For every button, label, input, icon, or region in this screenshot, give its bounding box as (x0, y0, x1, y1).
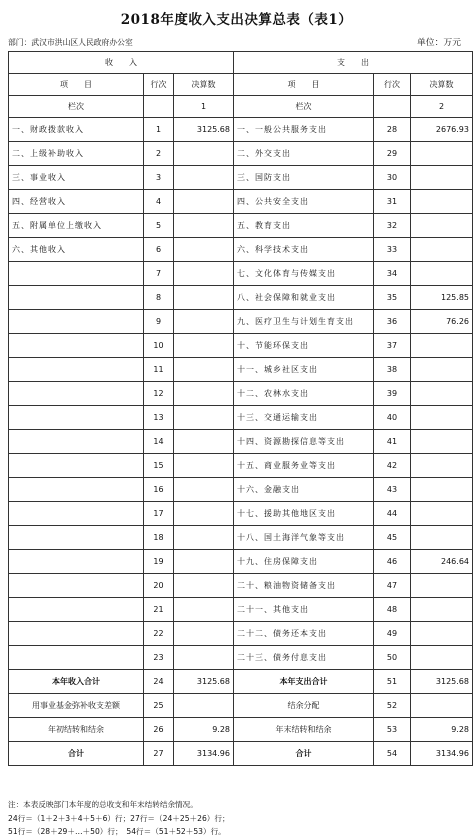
income-item-cell (9, 454, 144, 478)
income-line-header: 行次 (144, 74, 174, 96)
table-row (9, 526, 473, 550)
expense-amount-cell (411, 142, 473, 166)
income-line-cell: 19 (144, 550, 174, 574)
income-item-cell (9, 502, 144, 526)
header-row-column-numbers (9, 96, 473, 118)
income-item-cell: 五、附属单位上缴收入 (9, 214, 144, 238)
income-item-cell (9, 574, 144, 598)
income-line-cell: 4 (144, 190, 174, 214)
expense-amount-cell (411, 622, 473, 646)
income-item-cell (9, 334, 144, 358)
income-amount-cell (174, 478, 234, 502)
expense-line-cell: 54 (374, 742, 411, 766)
expense-item-cell: 十六、金融支出 (234, 478, 374, 502)
expense-item-cell: 二十二、债务还本支出 (234, 622, 374, 646)
income-line-cell: 13 (144, 406, 174, 430)
expense-item-cell: 十七、援助其他地区支出 (234, 502, 374, 526)
expense-line-cell: 38 (374, 358, 411, 382)
income-amount-cell (174, 190, 234, 214)
table-row (9, 478, 473, 502)
income-line-cell: 12 (144, 382, 174, 406)
expense-item-cell: 十九、住房保障支出 (234, 550, 374, 574)
income-amount-cell (174, 142, 234, 166)
income-item-cell (9, 526, 144, 550)
expense-summary-label: 年末结转和结余 (234, 718, 374, 742)
income-item-cell: 六、其他收入 (9, 238, 144, 262)
expense-line-cell: 29 (374, 142, 411, 166)
income-amount-cell (174, 358, 234, 382)
budget-table-body (9, 52, 473, 766)
income-item-cell: 三、事业收入 (9, 166, 144, 190)
expense-amount-cell (411, 190, 473, 214)
expense-item-cell: 九、医疗卫生与计划生育支出 (234, 310, 374, 334)
expense-column-number: 2 (411, 96, 473, 118)
income-item-cell: 一、财政拨款收入 (9, 118, 144, 142)
income-item-cell (9, 646, 144, 670)
income-line-cell: 15 (144, 454, 174, 478)
expense-line-cell: 28 (374, 118, 411, 142)
table-row (9, 334, 473, 358)
income-column-number: 1 (174, 96, 234, 118)
expense-line-cell: 30 (374, 166, 411, 190)
income-line-cell: 8 (144, 286, 174, 310)
table-row (9, 118, 473, 142)
income-section-header: 收 入 (9, 52, 234, 74)
income-amount-cell (174, 694, 234, 718)
table-row (9, 502, 473, 526)
income-line-cell: 18 (144, 526, 174, 550)
income-summary-label: 用事业基金弥补收支差额 (9, 694, 144, 718)
expense-amount-cell (411, 454, 473, 478)
table-row (9, 598, 473, 622)
income-amount-cell (174, 286, 234, 310)
expense-item-cell: 八、社会保障和就业支出 (234, 286, 374, 310)
income-amount-cell: 9.28 (174, 718, 234, 742)
expense-item-cell: 六、科学技术支出 (234, 238, 374, 262)
header-row-sections (9, 52, 473, 74)
expense-amount-cell (411, 598, 473, 622)
summary-row (9, 694, 473, 718)
table-row (9, 430, 473, 454)
income-amount-cell: 3125.68 (174, 118, 234, 142)
expense-amount-cell: 76.26 (411, 310, 473, 334)
expense-summary-label: 本年支出合计 (234, 670, 374, 694)
expense-amount-cell (411, 526, 473, 550)
expense-summary-label: 结余分配 (234, 694, 374, 718)
expense-item-cell: 十八、国土海洋气象等支出 (234, 526, 374, 550)
income-amount-cell (174, 214, 234, 238)
expense-line-cell: 34 (374, 262, 411, 286)
income-line-cell: 10 (144, 334, 174, 358)
table-row (9, 142, 473, 166)
expense-line-cell: 47 (374, 574, 411, 598)
expense-item-cell: 五、教育支出 (234, 214, 374, 238)
expense-line-cell: 50 (374, 646, 411, 670)
expense-line-cell: 33 (374, 238, 411, 262)
expense-amount-cell: 3125.68 (411, 670, 473, 694)
expense-amount-cell (411, 262, 473, 286)
note-line: 51行＝（28＋29＋…＋50）行； 54行＝（51＋52＋53）行。 (8, 827, 226, 836)
table-row (9, 190, 473, 214)
table-row (9, 550, 473, 574)
table-row (9, 214, 473, 238)
expense-item-cell: 十五、商业服务业等支出 (234, 454, 374, 478)
income-line-cell: 17 (144, 502, 174, 526)
income-item-header: 项 目 (9, 74, 144, 96)
income-amount-cell (174, 430, 234, 454)
expense-line-cell: 49 (374, 622, 411, 646)
income-item-cell (9, 430, 144, 454)
expense-line-cell: 43 (374, 478, 411, 502)
income-summary-label: 合计 (9, 742, 144, 766)
summary-row (9, 670, 473, 694)
expense-line-cell: 35 (374, 286, 411, 310)
expense-item-cell: 二十三、债务付息支出 (234, 646, 374, 670)
income-amount-cell: 3125.68 (174, 670, 234, 694)
expense-amount-cell (411, 502, 473, 526)
table-row (9, 382, 473, 406)
expense-amount-cell (411, 166, 473, 190)
expense-item-cell: 七、文化体育与传媒支出 (234, 262, 374, 286)
expense-line-cell: 45 (374, 526, 411, 550)
income-amount-cell (174, 454, 234, 478)
expense-amount-cell (411, 358, 473, 382)
income-amount-cell (174, 382, 234, 406)
table-row (9, 406, 473, 430)
income-line-cell: 20 (144, 574, 174, 598)
expense-amount-cell (411, 430, 473, 454)
table-row (9, 358, 473, 382)
income-column-label: 栏次 (9, 96, 144, 118)
income-amount-cell (174, 166, 234, 190)
expense-line-cell: 53 (374, 718, 411, 742)
income-amount-cell (174, 646, 234, 670)
header-row-columns (9, 74, 473, 96)
income-line-cell: 26 (144, 718, 174, 742)
expense-amount-cell (411, 214, 473, 238)
expense-section-header: 支 出 (234, 52, 473, 74)
expense-line-cell: 39 (374, 382, 411, 406)
expense-item-header: 项 目 (234, 74, 374, 96)
income-item-cell (9, 478, 144, 502)
income-item-cell (9, 622, 144, 646)
expense-amount-header: 决算数 (411, 74, 473, 96)
table-row (9, 646, 473, 670)
income-item-cell: 四、经营收入 (9, 190, 144, 214)
department-label: 部门：武汉市洪山区人民政府办公室 (8, 38, 133, 47)
expense-item-cell: 十三、交通运输支出 (234, 406, 374, 430)
table-row (9, 574, 473, 598)
income-item-cell (9, 310, 144, 334)
expense-amount-cell (411, 334, 473, 358)
expense-amount-cell: 2676.93 (411, 118, 473, 142)
income-amount-cell (174, 238, 234, 262)
unit-label: 单位：万元 (417, 38, 461, 48)
income-amount-cell (174, 574, 234, 598)
expense-column-label: 栏次 (234, 96, 374, 118)
income-line-cell: 1 (144, 118, 174, 142)
expense-line-cell: 48 (374, 598, 411, 622)
note-line: 24行＝（1＋2＋3＋4＋5＋6）行；27行＝（24＋25＋26）行； (8, 813, 230, 823)
expense-item-cell: 四、公共安全支出 (234, 190, 374, 214)
income-item-cell (9, 286, 144, 310)
expense-amount-cell (411, 406, 473, 430)
income-line-cell: 23 (144, 646, 174, 670)
table-row (9, 310, 473, 334)
income-summary-label: 本年收入合计 (9, 670, 144, 694)
income-item-cell (9, 406, 144, 430)
expense-column-blank (374, 96, 411, 118)
table-row (9, 166, 473, 190)
expense-amount-cell (411, 646, 473, 670)
table-row (9, 238, 473, 262)
expense-amount-cell: 3134.96 (411, 742, 473, 766)
income-line-cell: 14 (144, 430, 174, 454)
expense-line-cell: 36 (374, 310, 411, 334)
expense-item-cell: 十二、农林水支出 (234, 382, 374, 406)
expense-item-cell: 三、国防支出 (234, 166, 374, 190)
expense-amount-cell: 125.85 (411, 286, 473, 310)
income-item-cell (9, 382, 144, 406)
income-amount-cell (174, 502, 234, 526)
expense-item-cell: 二十一、其他支出 (234, 598, 374, 622)
expense-amount-cell (411, 382, 473, 406)
expense-item-cell: 二十、粮油物资储备支出 (234, 574, 374, 598)
expense-line-cell: 40 (374, 406, 411, 430)
expense-amount-cell (411, 238, 473, 262)
income-line-cell: 21 (144, 598, 174, 622)
income-amount-cell (174, 262, 234, 286)
income-item-cell (9, 598, 144, 622)
income-line-cell: 16 (144, 478, 174, 502)
table-row (9, 262, 473, 286)
income-line-cell: 9 (144, 310, 174, 334)
expense-line-cell: 31 (374, 190, 411, 214)
expense-line-cell: 52 (374, 694, 411, 718)
expense-line-cell: 42 (374, 454, 411, 478)
summary-row (9, 742, 473, 766)
income-amount-cell: 3134.96 (174, 742, 234, 766)
report-title: 2018年度收入支出决算总表（表1） (120, 12, 353, 28)
table-row (9, 286, 473, 310)
expense-line-cell: 41 (374, 430, 411, 454)
expense-line-header: 行次 (374, 74, 411, 96)
expense-amount-cell: 246.64 (411, 550, 473, 574)
income-amount-cell (174, 622, 234, 646)
income-line-cell: 24 (144, 670, 174, 694)
expense-line-cell: 32 (374, 214, 411, 238)
expense-item-cell: 一、一般公共服务支出 (234, 118, 374, 142)
expense-item-cell: 十、节能环保支出 (234, 334, 374, 358)
income-amount-cell (174, 406, 234, 430)
income-line-cell: 3 (144, 166, 174, 190)
income-line-cell: 11 (144, 358, 174, 382)
expense-amount-cell: 9.28 (411, 718, 473, 742)
income-item-cell: 二、上级补助收入 (9, 142, 144, 166)
expense-line-cell: 44 (374, 502, 411, 526)
income-line-cell: 7 (144, 262, 174, 286)
expense-amount-cell (411, 574, 473, 598)
income-line-cell: 25 (144, 694, 174, 718)
income-line-cell: 27 (144, 742, 174, 766)
expense-line-cell: 46 (374, 550, 411, 574)
income-amount-cell (174, 598, 234, 622)
expense-line-cell: 51 (374, 670, 411, 694)
summary-row (9, 718, 473, 742)
income-item-cell (9, 358, 144, 382)
income-item-cell (9, 262, 144, 286)
income-amount-cell (174, 550, 234, 574)
expense-item-cell: 十四、资源勘探信息等支出 (234, 430, 374, 454)
table-notes (8, 798, 230, 839)
note-line: 注：本表反映部门本年度的总收支和年末结转结余情况。 (8, 800, 198, 809)
expense-amount-cell (411, 694, 473, 718)
income-line-cell: 22 (144, 622, 174, 646)
income-amount-cell (174, 310, 234, 334)
table-row (9, 622, 473, 646)
expense-line-cell: 37 (374, 334, 411, 358)
expense-item-cell: 二、外交支出 (234, 142, 374, 166)
income-column-blank (144, 96, 174, 118)
budget-table (8, 51, 473, 766)
expense-amount-cell (411, 478, 473, 502)
expense-item-cell: 十一、城乡社区支出 (234, 358, 374, 382)
income-amount-cell (174, 526, 234, 550)
expense-summary-label: 合计 (234, 742, 374, 766)
table-row (9, 454, 473, 478)
income-item-cell (9, 550, 144, 574)
income-line-cell: 2 (144, 142, 174, 166)
income-amount-header: 决算数 (174, 74, 234, 96)
income-line-cell: 5 (144, 214, 174, 238)
income-summary-label: 年初结转和结余 (9, 718, 144, 742)
income-amount-cell (174, 334, 234, 358)
income-line-cell: 6 (144, 238, 174, 262)
